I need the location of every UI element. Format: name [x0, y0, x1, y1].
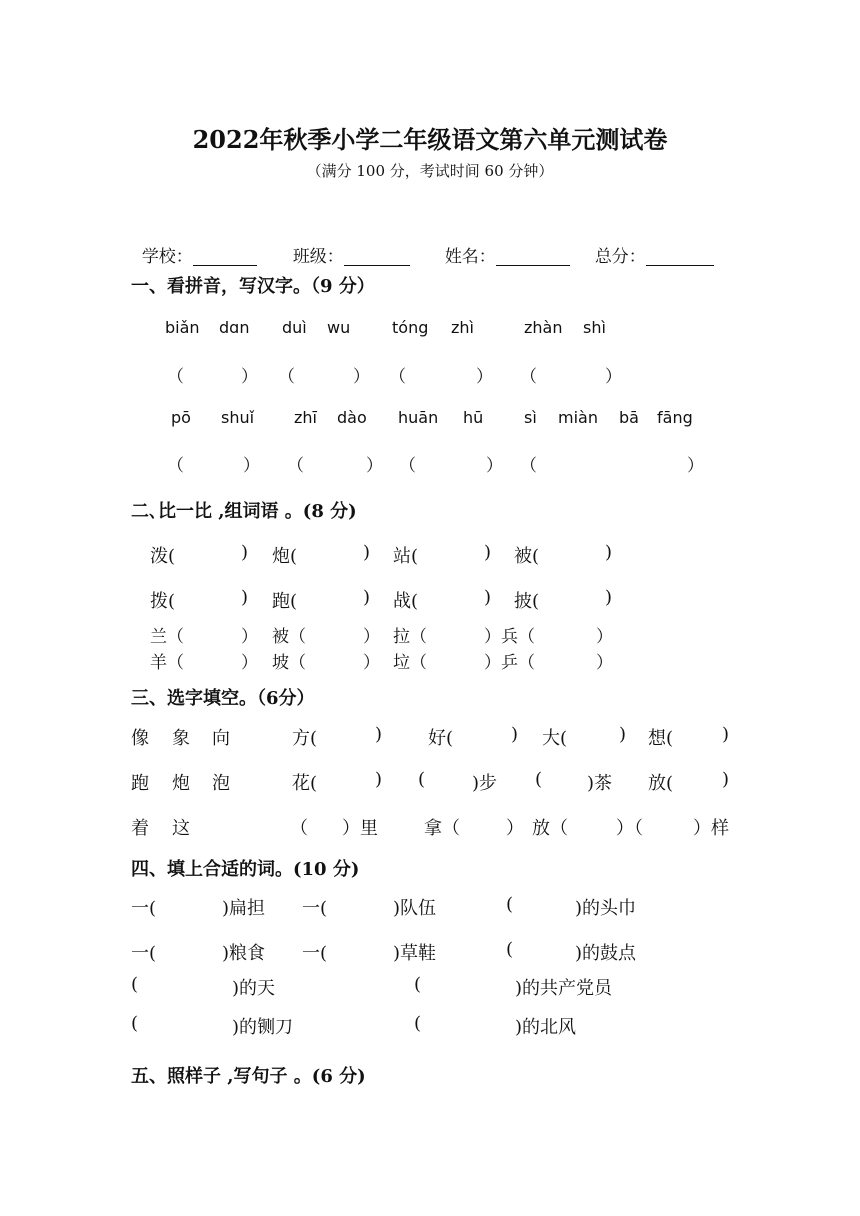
s1-pinyin-row-1: [0, 318, 860, 344]
name-blank[interactable]: [496, 247, 570, 266]
option-char: 炮: [172, 773, 190, 794]
section-1-heading: 一、看拼音，写汉字。（9 分）: [131, 276, 375, 297]
s2-row-3: [0, 622, 860, 648]
pinyin: sì: [524, 408, 537, 427]
section-2-heading: 二､比一比 ,组词语 。(8 分): [131, 501, 357, 522]
word-item: 想(: [648, 728, 674, 749]
paren-open: （: [287, 456, 304, 476]
school-blank[interactable]: [193, 247, 257, 266]
s1-blank-row-2: [0, 451, 860, 477]
pinyin: dɑn: [219, 318, 250, 337]
paren-open: （: [520, 456, 537, 476]
paren-open: （: [167, 367, 184, 387]
s3-row-1: [0, 724, 860, 750]
word-item: )的铡刀: [232, 1017, 294, 1038]
paren-close: ）: [596, 627, 613, 647]
pinyin: wu: [327, 318, 351, 337]
paren-close: ）: [506, 818, 524, 839]
word-item: 跑(: [272, 591, 298, 612]
paren-close: ）: [486, 456, 503, 476]
word-item: 泼(: [150, 546, 176, 567]
word-item: 好(: [428, 728, 454, 749]
pinyin: duì: [282, 318, 307, 337]
paren-open: （: [278, 367, 295, 387]
s4-row-1: [0, 894, 860, 920]
total-blank[interactable]: [646, 247, 714, 266]
paren-close: ): [619, 724, 627, 745]
option-char: 这: [172, 818, 190, 839]
word-item: 一(: [131, 898, 157, 919]
section-5-heading: 五、照样子 ,写句子 。(6 分): [131, 1066, 366, 1087]
info-class-label: 班级：: [292, 247, 344, 267]
paren-close: ）: [241, 627, 258, 647]
info-total-label: 总分：: [594, 247, 646, 267]
word-item: 炮(: [272, 546, 298, 567]
paren-open: （: [290, 818, 308, 839]
option-char: 着: [131, 818, 149, 839]
paren-open: (: [535, 769, 543, 790]
paren-open: （: [520, 367, 537, 387]
paren-open: （: [389, 367, 406, 387]
pinyin: zhàn: [524, 318, 563, 337]
option-char: 泡: [212, 773, 230, 794]
word-item: 站(: [393, 546, 419, 567]
paren-close: ）: [241, 367, 258, 387]
pinyin: shuǐ: [221, 408, 255, 427]
word-item: )扁担: [222, 898, 266, 919]
paren-close: ): [241, 587, 249, 608]
paren-close: ）: [353, 367, 370, 387]
info-total: [584, 222, 714, 267]
s4-row-4: [0, 1013, 860, 1039]
pinyin: dào: [337, 408, 367, 427]
class-blank[interactable]: [344, 247, 410, 266]
s1-blank-row-1: [0, 362, 860, 388]
word-item: ）里: [342, 818, 378, 839]
s2-row-1: [0, 542, 860, 568]
s4-row-2: [0, 939, 860, 965]
word-item: 一(: [302, 943, 328, 964]
s3-row-3: [0, 814, 860, 840]
paren-close: ): [375, 724, 383, 745]
word-item: 放(: [648, 773, 674, 794]
paren-close: ）: [605, 367, 622, 387]
word-item: 拉（: [393, 627, 427, 647]
word-item: 拨(: [150, 591, 176, 612]
paren-close: ）: [363, 627, 380, 647]
paren-close: ): [375, 769, 383, 790]
pinyin: zhì: [451, 318, 474, 337]
paren-open: (: [414, 1013, 422, 1034]
word-item: 一(: [302, 898, 328, 919]
paren-close: ): [363, 587, 371, 608]
word-item: 一(: [131, 943, 157, 964]
s3-row-2: [0, 769, 860, 795]
option-char: 像: [131, 728, 149, 749]
info-name-label: 姓名：: [444, 247, 496, 267]
info-school-label: 学校：: [141, 247, 193, 267]
pinyin: bā: [619, 408, 639, 427]
option-char: 跑: [131, 773, 149, 794]
word-item: 战(: [393, 591, 419, 612]
pinyin: miàn: [558, 408, 598, 427]
paren-close: ): [484, 542, 492, 563]
paren-close: ): [241, 542, 249, 563]
paren-open: (: [131, 1013, 139, 1034]
word-item: )的北风: [515, 1017, 577, 1038]
word-item: ）乒（: [484, 653, 535, 673]
paren-close: ): [511, 724, 519, 745]
paren-close: ): [605, 587, 613, 608]
paren-close: ): [605, 542, 613, 563]
pinyin: hū: [463, 408, 484, 427]
paren-close: ): [484, 587, 492, 608]
word-item: )粮食: [222, 943, 266, 964]
word-item: 羊（: [150, 653, 184, 673]
pinyin: fāng: [657, 408, 693, 427]
paren-open: （: [167, 456, 184, 476]
paren-close: ）: [596, 653, 613, 673]
paren-close: ）: [241, 653, 258, 673]
word-item: 被(: [514, 546, 540, 567]
word-item: 披(: [514, 591, 540, 612]
pinyin: biǎn: [165, 318, 200, 337]
word-item: 方(: [292, 728, 318, 749]
pinyin: huān: [398, 408, 439, 427]
option-char: 象: [172, 728, 190, 749]
section-3-heading: 三、选字填空。（6分）: [131, 688, 315, 709]
s2-row-4: [0, 648, 860, 674]
word-item: )茶: [587, 773, 613, 794]
paren-close: ): [363, 542, 371, 563]
word-item: )的鼓点: [575, 943, 637, 964]
paren-open: (: [506, 894, 514, 915]
s2-row-2: [0, 587, 860, 613]
s4-row-3: [0, 974, 860, 1000]
word-item: )的共产党员: [515, 978, 613, 999]
word-item: 垃（: [393, 653, 427, 673]
option-char: 向: [212, 728, 230, 749]
info-name: [434, 222, 570, 267]
word-item: )的头巾: [575, 898, 637, 919]
word-item: )的天: [232, 978, 276, 999]
word-item: )队伍: [393, 898, 437, 919]
paren-close: ）: [476, 367, 493, 387]
paren-close: ）: [363, 653, 380, 673]
paren-close: ）: [366, 456, 383, 476]
word-item: 坡（: [272, 653, 306, 673]
word-item: ）样: [693, 818, 729, 839]
paren-close: ）: [243, 456, 260, 476]
word-item: ）兵（: [484, 627, 535, 647]
paren-close: ）: [687, 456, 704, 476]
paren-close: ): [722, 724, 730, 745]
section-4-heading: 四、填上合适的词。(10 分): [131, 859, 360, 880]
word-item: 大(: [542, 728, 568, 749]
word-item: 兰（: [150, 627, 184, 647]
paren-open: (: [131, 974, 139, 995]
paren-open: （: [399, 456, 416, 476]
page-subtitle: （满分 100 分，考试时间 60 分钟）: [306, 162, 554, 180]
word-item: )草鞋: [393, 943, 437, 964]
paren-open: (: [418, 769, 426, 790]
pinyin: pō: [171, 408, 191, 427]
pinyin: tóng: [392, 318, 429, 337]
info-school: [131, 222, 257, 267]
word-item: )步: [472, 773, 498, 794]
word-item: 花(: [292, 773, 318, 794]
pinyin: shì: [583, 318, 606, 337]
info-class: [282, 222, 410, 267]
page-title: 2022年秋季小学二年级语文第六单元测试卷: [192, 125, 668, 154]
word-item: ）（: [616, 818, 643, 839]
paren-close: ): [722, 769, 730, 790]
paren-open: (: [506, 939, 514, 960]
word-item: 放（: [532, 818, 568, 839]
s1-pinyin-row-2: [0, 408, 860, 434]
paren-open: (: [414, 974, 422, 995]
word-item: 拿（: [424, 818, 460, 839]
pinyin: zhī: [294, 408, 317, 427]
word-item: 被（: [272, 627, 306, 647]
